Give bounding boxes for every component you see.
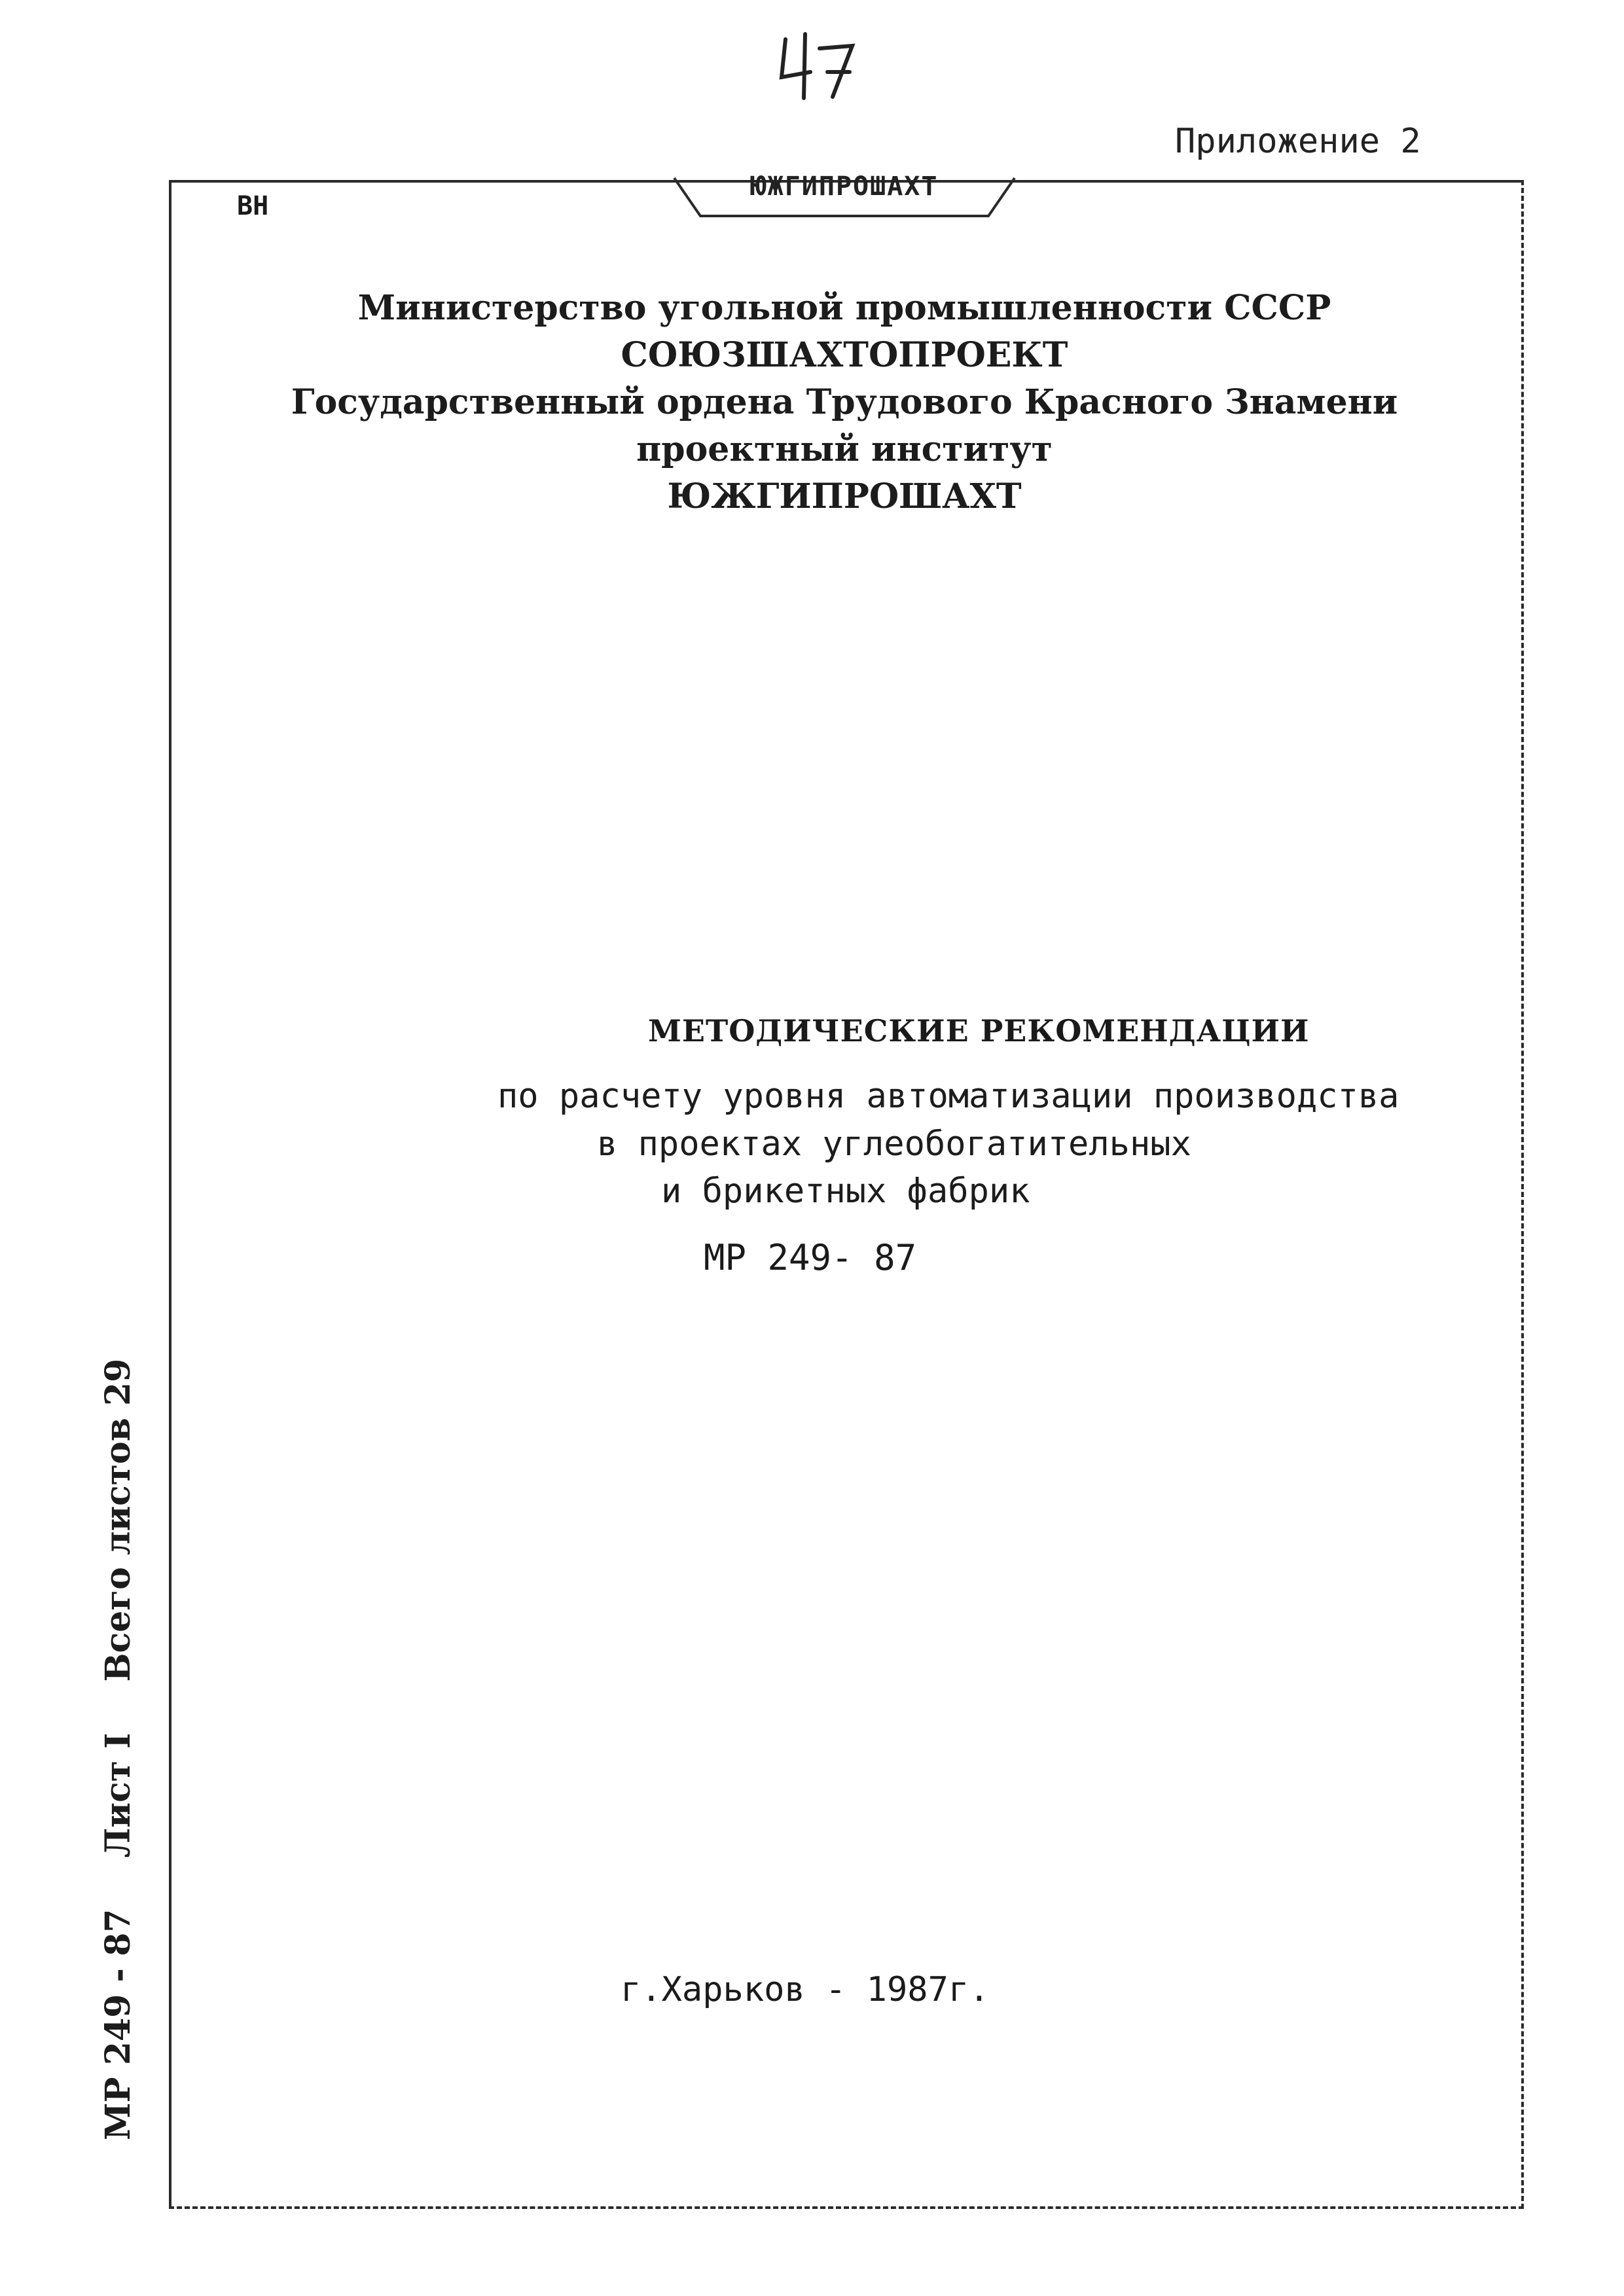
side-doc-code: МР 249 - 87 [98,1909,138,2140]
city-year: г.Харьков - 1987г. [621,1970,990,2009]
subtitle-line-2: в проектах углеобогатительных [597,1124,1191,1164]
handwritten-page-number [772,26,864,105]
subtitle-line-3: и брикетных фабрик [661,1172,1030,1211]
document-code: МР 249- 87 [704,1237,917,1278]
side-total-sheets: Всего листов 29 [98,1358,138,1682]
header-institute-type: проектный институт [636,429,1053,469]
appendix-label: Приложение 2 [1175,122,1421,161]
header-state-order: Государственный ордена Трудового Красного Знамени [291,382,1398,422]
institute-stamp: ЮЖГИПРОШАХТ [750,171,939,202]
corner-mark: ВН [237,191,269,221]
header-ministry: Министерство угольной промышленности СССР [357,288,1331,328]
document-title: МЕТОДИЧЕСКИЕ РЕКОМЕНДАЦИИ [648,1013,1310,1049]
side-sheet-number: Лист I [98,1732,138,1858]
header-union: СОЮЗШАХТОПРОЕКТ [621,335,1068,375]
side-margin-label [98,1355,151,2140]
header-institute-name: ЮЖГИПРОШАХТ [667,476,1022,516]
subtitle-line-1: по расчету уровня автоматизации производства [497,1077,1399,1116]
